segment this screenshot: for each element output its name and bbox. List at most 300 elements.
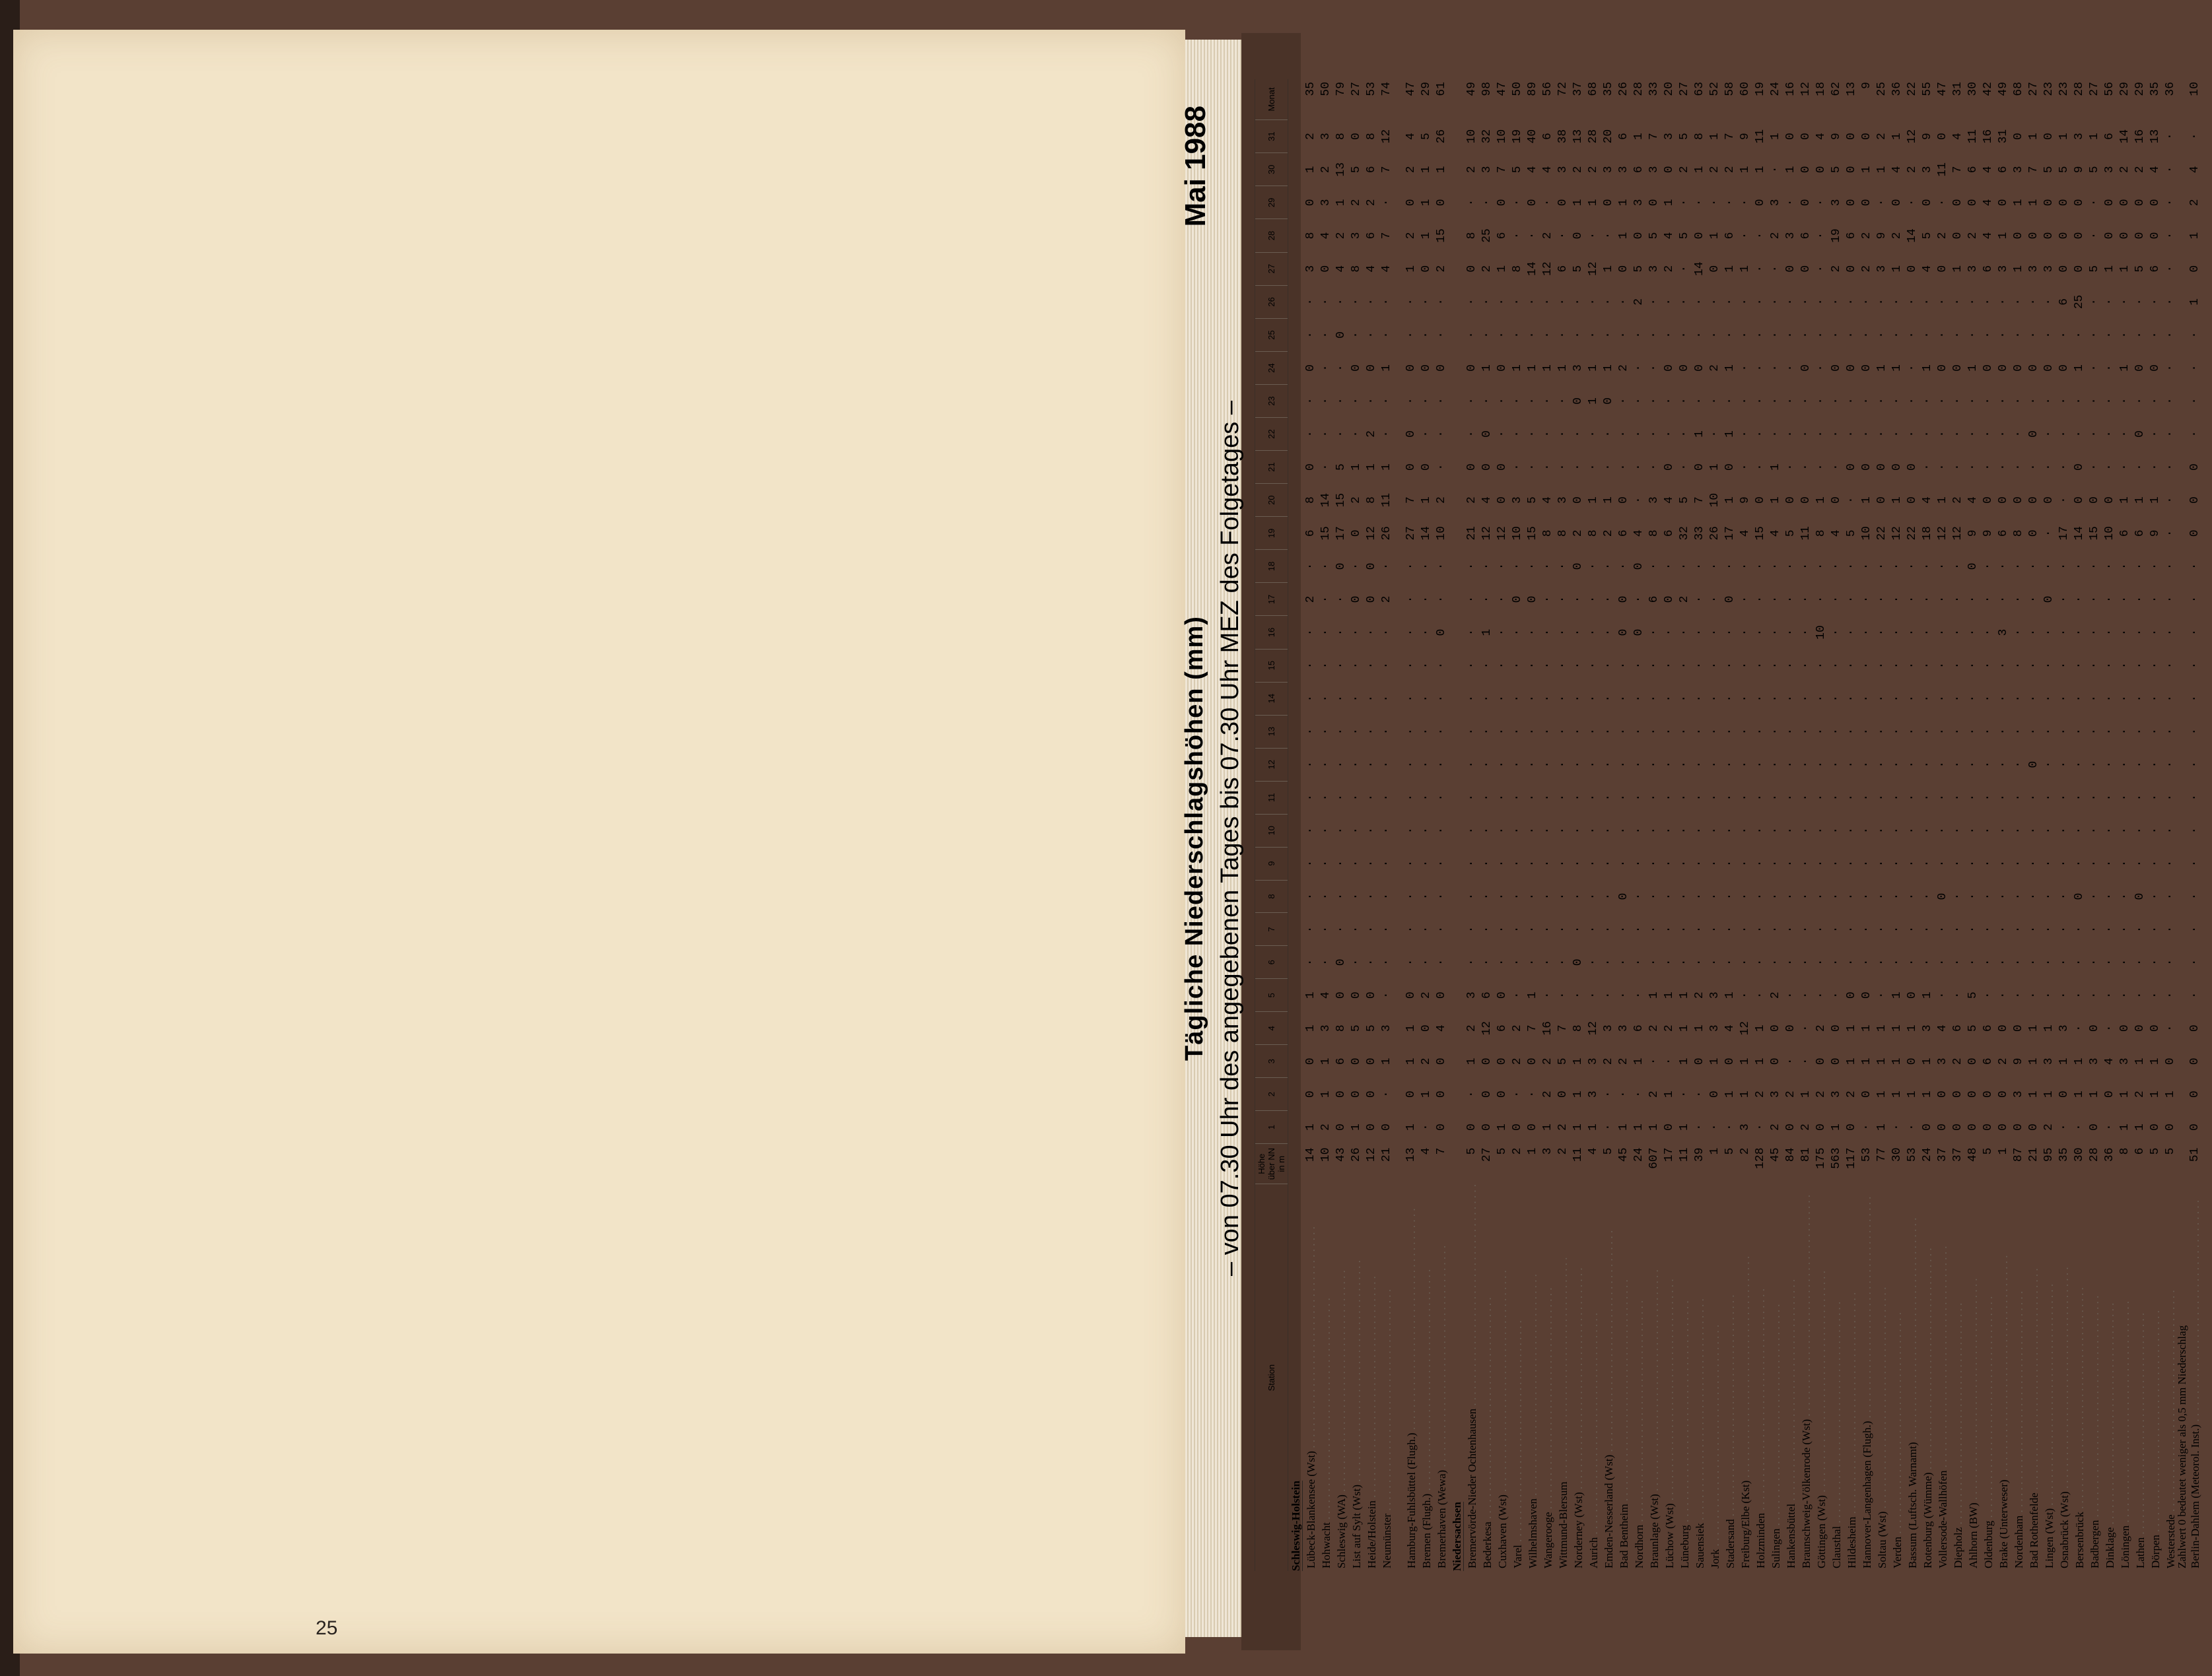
daily-value: · xyxy=(1647,298,1661,306)
header-day: 18 xyxy=(1255,550,1288,583)
daily-value: 3 xyxy=(1602,166,1615,174)
daily-value: 2 xyxy=(1815,1024,1828,1032)
daily-value: 1 xyxy=(1496,265,1509,273)
daily-value: 0 xyxy=(1830,1057,1843,1065)
daily-value: · xyxy=(1890,331,1904,339)
daily-value: · xyxy=(1511,991,1524,999)
daily-value: · xyxy=(1647,760,1661,768)
daily-value: · xyxy=(1890,397,1904,405)
daily-value: · xyxy=(1526,760,1539,768)
daily-value: 0 xyxy=(1420,265,1433,273)
daily-value: · xyxy=(1465,661,1478,669)
daily-value: 2 xyxy=(1617,1057,1630,1065)
daily-value: · xyxy=(2149,331,2162,339)
daily-value: 0 xyxy=(1906,1057,1919,1065)
daily-value: · xyxy=(1350,628,1363,636)
daily-value: · xyxy=(1906,925,1919,933)
daily-value: 4 xyxy=(2149,166,2162,174)
daily-value: · xyxy=(2103,760,2116,768)
daily-value: · xyxy=(1860,859,1873,867)
dot-leader: . . . . . . . . . . . . . . . . . . . . . . . . . . . . . . . . . . . . . . . . xyxy=(1648,1269,1661,1494)
daily-value: 4 xyxy=(1921,496,1934,504)
dot-leader: . . . . . . . . . . . . . . . . . . . . . . . . . . . . . . . . . . . . . . . . xyxy=(2089,1295,2101,1520)
daily-value: 0 xyxy=(2188,1123,2201,1131)
daily-value: · xyxy=(2103,958,2116,966)
daily-value: · xyxy=(1602,298,1615,306)
daily-value: · xyxy=(1587,958,1600,966)
daily-value: · xyxy=(1541,892,1554,900)
daily-value: · xyxy=(2012,397,2025,405)
table-row xyxy=(1890,79,1905,1571)
daily-value: · xyxy=(1845,760,1858,768)
daily-value: · xyxy=(1435,925,1448,933)
daily-value: · xyxy=(1799,661,1813,669)
daily-value: · xyxy=(1784,595,1797,603)
daily-value: 0 xyxy=(1632,562,1645,570)
daily-value: · xyxy=(2188,430,2201,438)
daily-value: · xyxy=(1511,430,1524,438)
daily-value: · xyxy=(1602,760,1615,768)
daily-value: 1 xyxy=(1890,1024,1904,1032)
daily-value: 0 xyxy=(1951,232,1964,240)
table-row xyxy=(1723,79,1738,1571)
daily-value: · xyxy=(1319,298,1332,306)
daily-value: 10 xyxy=(1496,129,1509,144)
daily-value: 1 xyxy=(1602,265,1615,273)
station-name xyxy=(1364,1184,1379,1571)
daily-value: · xyxy=(1966,298,1980,306)
daily-value: · xyxy=(2118,397,2131,405)
daily-value: 12 xyxy=(1480,526,1494,541)
daily-value: · xyxy=(1890,925,1904,933)
daily-value: · xyxy=(1906,199,1919,207)
daily-value: 0 xyxy=(1906,463,1919,471)
daily-value: 1 xyxy=(1875,166,1888,174)
daily-value: 6 xyxy=(1496,1024,1509,1032)
daily-value: · xyxy=(1784,1057,1797,1065)
daily-value: 0 xyxy=(1365,595,1378,603)
daily-value: · xyxy=(1860,331,1873,339)
station-name-text: Verden xyxy=(1891,1536,1904,1568)
daily-value: · xyxy=(1860,562,1873,570)
daily-value: · xyxy=(2042,760,2056,768)
daily-value: 0 xyxy=(1845,364,1858,372)
daily-value: 1 xyxy=(2088,133,2101,140)
daily-value: · xyxy=(2133,562,2147,570)
daily-value: · xyxy=(1663,397,1676,405)
daily-value: · xyxy=(1966,661,1980,669)
daily-value: · xyxy=(1632,760,1645,768)
station-altitude: 43 xyxy=(1334,1147,1348,1162)
station-name-text: Bremerhaven (Wewa) xyxy=(1435,1469,1448,1568)
daily-value: · xyxy=(1875,397,1888,405)
daily-value: · xyxy=(1769,661,1782,669)
daily-value: · xyxy=(1334,760,1348,768)
daily-value: 0 xyxy=(2042,364,2056,372)
daily-value: 3 xyxy=(2012,1090,2025,1098)
daily-value: 0 xyxy=(1480,430,1494,438)
station-altitude: 5 xyxy=(1465,1147,1478,1155)
station-name xyxy=(1525,1184,1540,1571)
daily-value: 0 xyxy=(1617,595,1630,603)
daily-value: · xyxy=(1769,430,1782,438)
daily-value: · xyxy=(1632,364,1645,372)
station-name-text: Brake (Unterweser) xyxy=(1997,1479,2010,1568)
table-row xyxy=(1571,79,1586,1571)
daily-value: 0 xyxy=(1496,991,1509,999)
daily-value: 7 xyxy=(1380,232,1393,240)
daily-value: · xyxy=(1678,727,1691,735)
daily-value: 7 xyxy=(1526,1024,1539,1032)
daily-value: · xyxy=(1319,628,1332,636)
daily-value: · xyxy=(2057,331,2071,339)
daily-value: 0 xyxy=(2027,232,2040,240)
monthly-total: 60 xyxy=(1739,82,1752,96)
daily-value: · xyxy=(1319,958,1332,966)
daily-value: 7 xyxy=(1404,496,1418,504)
daily-value: 0 xyxy=(1526,1057,1539,1065)
daily-value: · xyxy=(2133,595,2147,603)
daily-value: · xyxy=(1754,232,1767,240)
station-altitude: 45 xyxy=(1617,1147,1630,1162)
daily-value: 1 xyxy=(1966,364,1980,372)
daily-value: · xyxy=(1350,661,1363,669)
daily-value: 1 xyxy=(1845,1024,1858,1032)
daily-value: · xyxy=(1815,826,1828,834)
daily-value: · xyxy=(1480,925,1494,933)
daily-value: · xyxy=(2088,793,2101,801)
station-altitude: 175 xyxy=(1815,1147,1828,1169)
station-altitude: 6 xyxy=(2133,1147,2147,1155)
header-day: 1 xyxy=(1255,1111,1288,1144)
daily-value: · xyxy=(1997,430,2010,438)
daily-value: 0 xyxy=(1784,133,1797,140)
daily-value: 0 xyxy=(1572,562,1585,570)
daily-value: · xyxy=(1556,331,1570,339)
station-name-text: Lingen (Wst) xyxy=(2043,1508,2056,1568)
daily-value: 1 xyxy=(2118,1123,2131,1131)
station-name-text: Westerstede xyxy=(2164,1514,2177,1568)
daily-value: · xyxy=(1511,628,1524,636)
daily-value: 8 xyxy=(1365,496,1378,504)
daily-value: · xyxy=(1754,991,1767,999)
daily-value: 2 xyxy=(1769,991,1782,999)
daily-value: · xyxy=(1572,430,1585,438)
daily-value: 0 xyxy=(1997,364,2010,372)
daily-value: 11 xyxy=(1936,162,1949,177)
daily-value: · xyxy=(2012,727,2025,735)
daily-value: 3 xyxy=(2042,265,2056,273)
daily-value: 0 xyxy=(1602,199,1615,207)
daily-value: · xyxy=(2073,760,2086,768)
dot-leader: . . . . . . . . . . . . . . . . . . . . . . . . . . . . . . . . . . . . . . . . xyxy=(2073,1287,2086,1512)
daily-value: 2 xyxy=(1511,1024,1524,1032)
daily-value: · xyxy=(1602,958,1615,966)
station-name-text: Bremen (Flugh.) xyxy=(1420,1493,1433,1568)
daily-value: · xyxy=(2164,793,2177,801)
daily-value: · xyxy=(2118,298,2131,306)
daily-value: · xyxy=(1845,430,1858,438)
daily-value: 4 xyxy=(1526,166,1539,174)
daily-value: · xyxy=(1632,925,1645,933)
daily-value: 3 xyxy=(1997,628,2010,636)
daily-value: · xyxy=(1693,727,1706,735)
daily-value: 0 xyxy=(1815,1057,1828,1065)
daily-value: · xyxy=(2149,859,2162,867)
daily-value: · xyxy=(1496,925,1509,933)
daily-value: 0 xyxy=(1496,496,1509,504)
daily-value: 1 xyxy=(2164,1090,2177,1098)
daily-value: · xyxy=(2088,925,2101,933)
daily-value: 0 xyxy=(2133,1024,2147,1032)
table-row xyxy=(1966,79,1981,1571)
daily-value: · xyxy=(2133,925,2147,933)
daily-value: · xyxy=(2012,463,2025,471)
daily-value: · xyxy=(2012,331,2025,339)
daily-value: · xyxy=(2073,628,2086,636)
daily-value: 3 xyxy=(1769,1090,1782,1098)
daily-value: · xyxy=(2042,298,2056,306)
monthly-total: 27 xyxy=(2027,82,2040,96)
daily-value: · xyxy=(1830,595,1843,603)
daily-value: 1 xyxy=(2027,133,2040,140)
daily-value: · xyxy=(1708,727,1721,735)
daily-value: · xyxy=(1860,892,1873,900)
station-name-text: Holzminden xyxy=(1754,1512,1767,1568)
daily-value: · xyxy=(1334,793,1348,801)
daily-value: 0 xyxy=(1815,1123,1828,1131)
daily-value: · xyxy=(1496,958,1509,966)
daily-value: 38 xyxy=(1556,129,1570,144)
station-name xyxy=(1935,1184,1951,1571)
daily-value: · xyxy=(1830,826,1843,834)
daily-value: · xyxy=(1541,826,1554,834)
daily-value: 7 xyxy=(1380,166,1393,174)
daily-value: 0 xyxy=(1572,496,1585,504)
daily-value: · xyxy=(1784,958,1797,966)
daily-value: · xyxy=(1997,661,2010,669)
station-altitude: 5 xyxy=(1602,1147,1615,1155)
daily-value: · xyxy=(1496,694,1509,702)
daily-value: 25 xyxy=(1480,228,1494,243)
daily-value: 3 xyxy=(1830,199,1843,207)
daily-value: 0 xyxy=(2133,430,2147,438)
daily-value: 0 xyxy=(1511,595,1524,603)
daily-value: · xyxy=(1860,826,1873,834)
daily-value: 6 xyxy=(1304,529,1317,537)
daily-value: · xyxy=(1511,463,1524,471)
daily-value: 2 xyxy=(1572,529,1585,537)
daily-value: · xyxy=(1319,793,1332,801)
daily-value: 15 xyxy=(1334,492,1348,508)
station-name xyxy=(1981,1184,1996,1571)
daily-value: · xyxy=(1982,595,1995,603)
daily-value: · xyxy=(1496,397,1509,405)
daily-value: 10 xyxy=(1465,129,1478,144)
station-name xyxy=(1334,1184,1349,1571)
daily-value: 1 xyxy=(1404,1123,1418,1131)
daily-value: · xyxy=(1754,826,1767,834)
station-name xyxy=(2026,1184,2042,1571)
daily-value: · xyxy=(1799,562,1813,570)
daily-value: · xyxy=(1350,760,1363,768)
station-altitude: 2 xyxy=(1556,1147,1570,1155)
daily-value: · xyxy=(1420,958,1433,966)
daily-value: · xyxy=(1465,628,1478,636)
daily-value: · xyxy=(1906,793,1919,801)
monthly-total: 56 xyxy=(2103,82,2116,96)
daily-value: · xyxy=(1997,595,2010,603)
daily-value: · xyxy=(1632,892,1645,900)
station-altitude: 39 xyxy=(1693,1147,1706,1162)
daily-value: · xyxy=(2118,430,2131,438)
station-name-text: Norderney (Wst) xyxy=(1572,1492,1585,1568)
daily-value: · xyxy=(1936,694,1949,702)
daily-value: · xyxy=(1365,760,1378,768)
station-name xyxy=(1303,1184,1319,1571)
daily-value: 4 xyxy=(1982,166,1995,174)
daily-value: 12 xyxy=(1496,526,1509,541)
daily-value: · xyxy=(1754,694,1767,702)
header-altitude: Höhe über NN in m xyxy=(1255,1144,1288,1184)
daily-value: · xyxy=(1617,430,1630,438)
daily-value: · xyxy=(1936,793,1949,801)
daily-value: · xyxy=(2057,595,2071,603)
daily-value: 9 xyxy=(2073,166,2086,174)
monthly-total: 49 xyxy=(1465,82,1478,96)
daily-value: · xyxy=(1997,826,2010,834)
daily-value: 5 xyxy=(1830,166,1843,174)
daily-value: · xyxy=(1541,595,1554,603)
daily-value: · xyxy=(1541,331,1554,339)
daily-value: 4 xyxy=(1663,496,1676,504)
daily-value: · xyxy=(1951,661,1964,669)
monthly-total: 79 xyxy=(1334,82,1348,96)
daily-value: 1 xyxy=(2027,1024,2040,1032)
daily-value: · xyxy=(1663,430,1676,438)
station-name-text: Sulingen xyxy=(1770,1528,1782,1568)
daily-value: 4 xyxy=(1830,529,1843,537)
daily-value: · xyxy=(1784,760,1797,768)
daily-value: · xyxy=(1739,397,1752,405)
daily-value: 0 xyxy=(1350,1057,1363,1065)
daily-value: · xyxy=(1845,793,1858,801)
header-day: 17 xyxy=(1255,583,1288,616)
daily-value: · xyxy=(1890,793,1904,801)
daily-value: · xyxy=(2027,595,2040,603)
daily-value: 1 xyxy=(1365,463,1378,471)
daily-value: · xyxy=(1541,793,1554,801)
daily-value: · xyxy=(1799,397,1813,405)
daily-value: · xyxy=(1769,694,1782,702)
daily-value: 1 xyxy=(1435,166,1448,174)
daily-value: · xyxy=(1319,331,1332,339)
station-name xyxy=(1510,1184,1525,1571)
station-name-text: Göttingen (Wst) xyxy=(1815,1495,1828,1568)
daily-value: 6 xyxy=(1334,1057,1348,1065)
daily-value: · xyxy=(1350,397,1363,405)
daily-value: 4 xyxy=(1365,265,1378,273)
daily-value: · xyxy=(1350,826,1363,834)
daily-value: 0 xyxy=(1480,1090,1494,1098)
station-name xyxy=(1616,1184,1632,1571)
daily-value: 6 xyxy=(2118,529,2131,537)
daily-value: 0 xyxy=(1365,1057,1378,1065)
daily-value: 0 xyxy=(1951,364,1964,372)
daily-value: · xyxy=(1365,628,1378,636)
daily-value: 0 xyxy=(1860,364,1873,372)
daily-value: 1 xyxy=(1860,496,1873,504)
daily-value: · xyxy=(2164,232,2177,240)
daily-value: · xyxy=(2012,892,2025,900)
table-row xyxy=(1404,79,1419,1571)
daily-value: 6 xyxy=(1723,232,1737,240)
daily-value: · xyxy=(1784,430,1797,438)
daily-value: · xyxy=(2164,298,2177,306)
daily-value: 5 xyxy=(1632,265,1645,273)
daily-value: 6 xyxy=(1632,1024,1645,1032)
daily-value: · xyxy=(1404,694,1418,702)
daily-value: · xyxy=(1556,892,1570,900)
daily-value: · xyxy=(1334,826,1348,834)
daily-value: · xyxy=(1617,958,1630,966)
daily-value: 0 xyxy=(1890,199,1904,207)
station-name-text: Soltau (Wst) xyxy=(1876,1511,1888,1568)
daily-value: · xyxy=(1380,562,1393,570)
daily-value: 0 xyxy=(1951,1123,1964,1131)
daily-value: 0 xyxy=(1815,166,1828,174)
daily-value: · xyxy=(1496,892,1509,900)
daily-value: 1 xyxy=(1693,430,1706,438)
daily-value: · xyxy=(1526,727,1539,735)
daily-value: 1 xyxy=(1587,364,1600,372)
station-altitude: 17 xyxy=(1663,1147,1676,1162)
daily-value: 1 xyxy=(1921,991,1934,999)
dot-leader: . . . . . . . . . . . . . . . . . . . . . . . . . . . . . . . . . . . . . . . . xyxy=(2189,1199,2201,1425)
station-name-text: Aurich xyxy=(1587,1537,1600,1568)
daily-value: · xyxy=(1966,859,1980,867)
daily-value: 6 xyxy=(1982,1024,1995,1032)
daily-value: · xyxy=(2103,364,2116,372)
daily-value: · xyxy=(1739,727,1752,735)
table-row xyxy=(2087,79,2102,1571)
monthly-total: 29 xyxy=(2118,82,2131,96)
daily-value: · xyxy=(1936,397,1949,405)
daily-value: 0 xyxy=(1496,1090,1509,1098)
daily-value: · xyxy=(1350,925,1363,933)
daily-value: 3 xyxy=(1319,1024,1332,1032)
table-row xyxy=(2072,79,2087,1571)
daily-value: · xyxy=(1708,562,1721,570)
daily-value: · xyxy=(2012,793,2025,801)
daily-value: 10 xyxy=(1435,526,1448,541)
daily-value: · xyxy=(1799,298,1813,306)
monthly-total: 25 xyxy=(1875,82,1888,96)
daily-value: · xyxy=(1465,562,1478,570)
daily-value: 0 xyxy=(1921,199,1934,207)
daily-value: · xyxy=(1982,463,1995,471)
daily-value: 0 xyxy=(1480,463,1494,471)
daily-value: · xyxy=(2088,199,2101,207)
daily-value: · xyxy=(1951,793,1964,801)
daily-value: · xyxy=(2164,265,2177,273)
daily-value: 1 xyxy=(2118,1090,2131,1098)
daily-value: · xyxy=(1951,595,1964,603)
daily-value: · xyxy=(1587,331,1600,339)
daily-value: · xyxy=(1304,694,1317,702)
dot-leader: . . . . . . . . . . . . . . . . . . . . . . . . . . . . . . . . . . . . . . . . xyxy=(1603,1230,1615,1455)
daily-value: · xyxy=(1556,793,1570,801)
